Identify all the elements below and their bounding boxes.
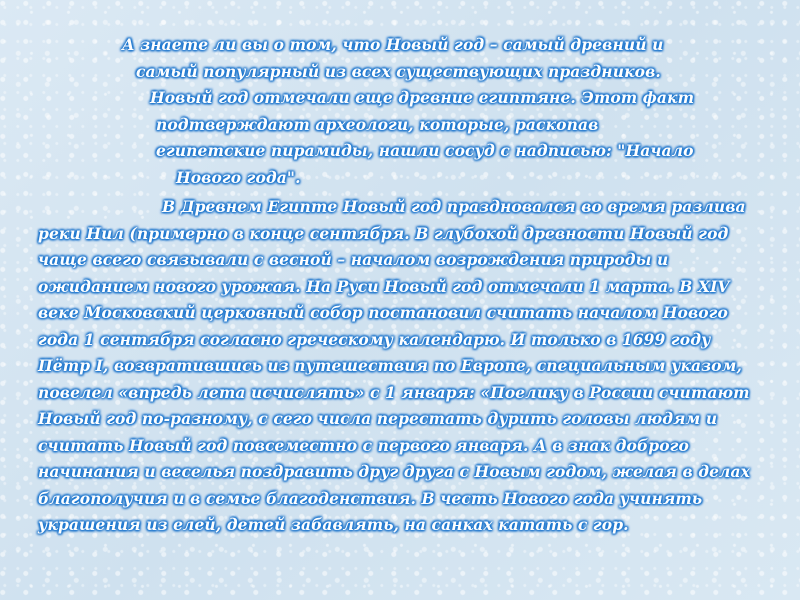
body-paragraph: В Древнем Египте Новый год праздновался во время разлива реки Нил (примерно в конце сентября. В глубокой древности Новый год чаще всего связывали с весной – началом возрождения природы и ожиданием нового урожая. На Руси Новый год отмечали 1 марта. В XIV веке Московский церковный собор постановил считать началом Нового года 1 сентября согласно греческому календарю. И только в 1699 году Пётр I, возвратившись из путешествия по Европе, специальным указом, повелел «впредь лета исчислять» с 1 января: «Поелику в России считают Новый год по-разному, с сего числа перестать дурить головы людям и считать Новый год повсеместно с первого января. А в знак доброго начинания и веселья поздравить друг друга с Новым годом, желая в делах благополучия и в семье благоденствия. В честь Нового года учинять украшения из елей, детей забавлять, на санках катать с гор.: [38, 197, 750, 534]
intro-line-3: Новый год отмечали еще древние египтяне. Этот факт: [150, 88, 695, 107]
intro-line-4: подтверждают археологи, которые, раскопав: [156, 114, 599, 134]
intro-line-5: египетские пирамиды, нашли сосуд с надписью: "Начало: [156, 141, 694, 160]
intro-line-6: Нового года".: [176, 167, 301, 187]
intro-line-1: А знаете ли вы о том, что Новый год – самый древний и: [122, 35, 664, 54]
intro-line-2: самый популярный из всех существующих праздников.: [136, 61, 661, 81]
intro-block: [100, 32, 740, 191]
